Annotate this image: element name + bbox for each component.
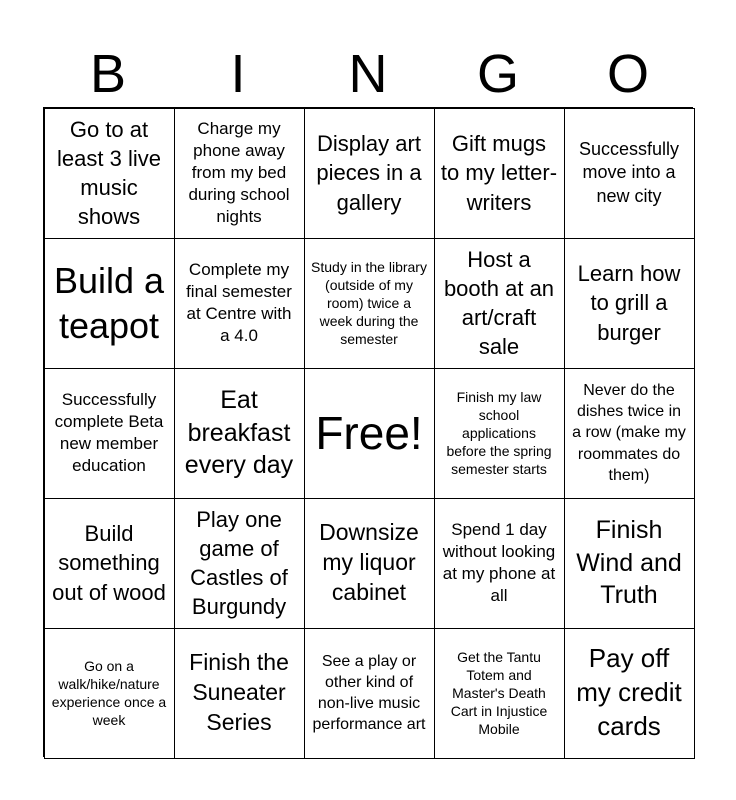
bingo-cell[interactable] xyxy=(174,238,305,369)
bingo-header xyxy=(43,40,693,108)
cell-text: Spend 1 day without looking at my phone at all xyxy=(442,519,556,606)
cell-text: Charge my phone away from my bed during school nights xyxy=(188,118,290,227)
bingo-cell[interactable] xyxy=(304,238,435,369)
bingo-cell[interactable] xyxy=(304,498,435,629)
cell-text: Pay off my credit cards xyxy=(576,643,682,741)
cell-text: Host a booth at an art/craft sale xyxy=(443,246,555,360)
cell-text: Eat breakfast every day xyxy=(184,386,294,480)
bingo-cell[interactable] xyxy=(564,238,695,369)
bingo-cell[interactable] xyxy=(44,368,175,499)
bingo-cell[interactable] xyxy=(304,108,435,239)
cell-text: Play one game of Castles of Burgundy xyxy=(190,506,288,620)
bingo-cell[interactable] xyxy=(44,498,175,629)
bingo-cell[interactable] xyxy=(434,108,565,239)
cell-text: Display art pieces in a gallery xyxy=(316,131,422,215)
header-letter-o: O xyxy=(606,44,649,104)
bingo-cell[interactable] xyxy=(434,368,565,499)
free-space[interactable] xyxy=(304,368,435,499)
header-letter-b: B xyxy=(89,44,127,104)
bingo-cell[interactable] xyxy=(564,108,695,239)
cell-text: Downsize my liquor cabinet xyxy=(319,519,419,605)
cell-text: Learn how to grill a burger xyxy=(577,261,681,345)
bingo-cell[interactable] xyxy=(174,368,305,499)
bingo-cell[interactable] xyxy=(564,628,695,759)
cell-text: Build a teapot xyxy=(53,260,165,346)
bingo-cell[interactable] xyxy=(434,628,565,759)
bingo-cell[interactable] xyxy=(434,498,565,629)
bingo-cell[interactable] xyxy=(174,628,305,759)
cell-text: Successfully complete Beta new member education xyxy=(54,389,164,476)
cell-text: Build something out of wood xyxy=(52,521,166,605)
bingo-cell[interactable] xyxy=(174,498,305,629)
cell-text: Finish my law school applications before the spring semester starts xyxy=(446,388,552,478)
cell-text: Finish Wind and Truth xyxy=(576,516,682,610)
cell-text: Finish the Suneater Series xyxy=(189,649,289,735)
bingo-cell[interactable] xyxy=(564,498,695,629)
bingo-cell[interactable] xyxy=(304,628,435,759)
bingo-cell[interactable] xyxy=(44,108,175,239)
bingo-cell[interactable] xyxy=(44,628,175,759)
cell-text: Successfully move into a new city xyxy=(578,138,680,206)
cell-text: Study in the library (outside of my room) twice a week during the semester xyxy=(311,258,427,348)
bingo-cell[interactable] xyxy=(564,368,695,499)
cell-text: Go on a walk/hike/nature experience once a week xyxy=(51,657,167,729)
bingo-cell[interactable] xyxy=(174,108,305,239)
cell-text: Get the Tantu Totem and Master's Death Cart in Injustice Mobile xyxy=(450,648,548,738)
header-letter-g: G xyxy=(476,44,519,104)
cell-text: Gift mugs to my letter-writers xyxy=(440,131,558,215)
bingo-cell[interactable] xyxy=(44,238,175,369)
bingo-board xyxy=(43,107,693,757)
cell-text: Go to at least 3 live music shows xyxy=(57,116,161,230)
cell-text: See a play or other kind of non-live music performance art xyxy=(312,652,426,734)
cell-text: Free! xyxy=(315,406,423,459)
cell-text: Complete my final semester at Centre with a 4.0 xyxy=(186,259,292,346)
header-letter-i: I xyxy=(230,44,246,104)
header-letter-n: N xyxy=(348,44,388,104)
bingo-cell[interactable] xyxy=(434,238,565,369)
cell-text: Never do the dishes twice in a row (make my roommates do them) xyxy=(572,382,686,484)
